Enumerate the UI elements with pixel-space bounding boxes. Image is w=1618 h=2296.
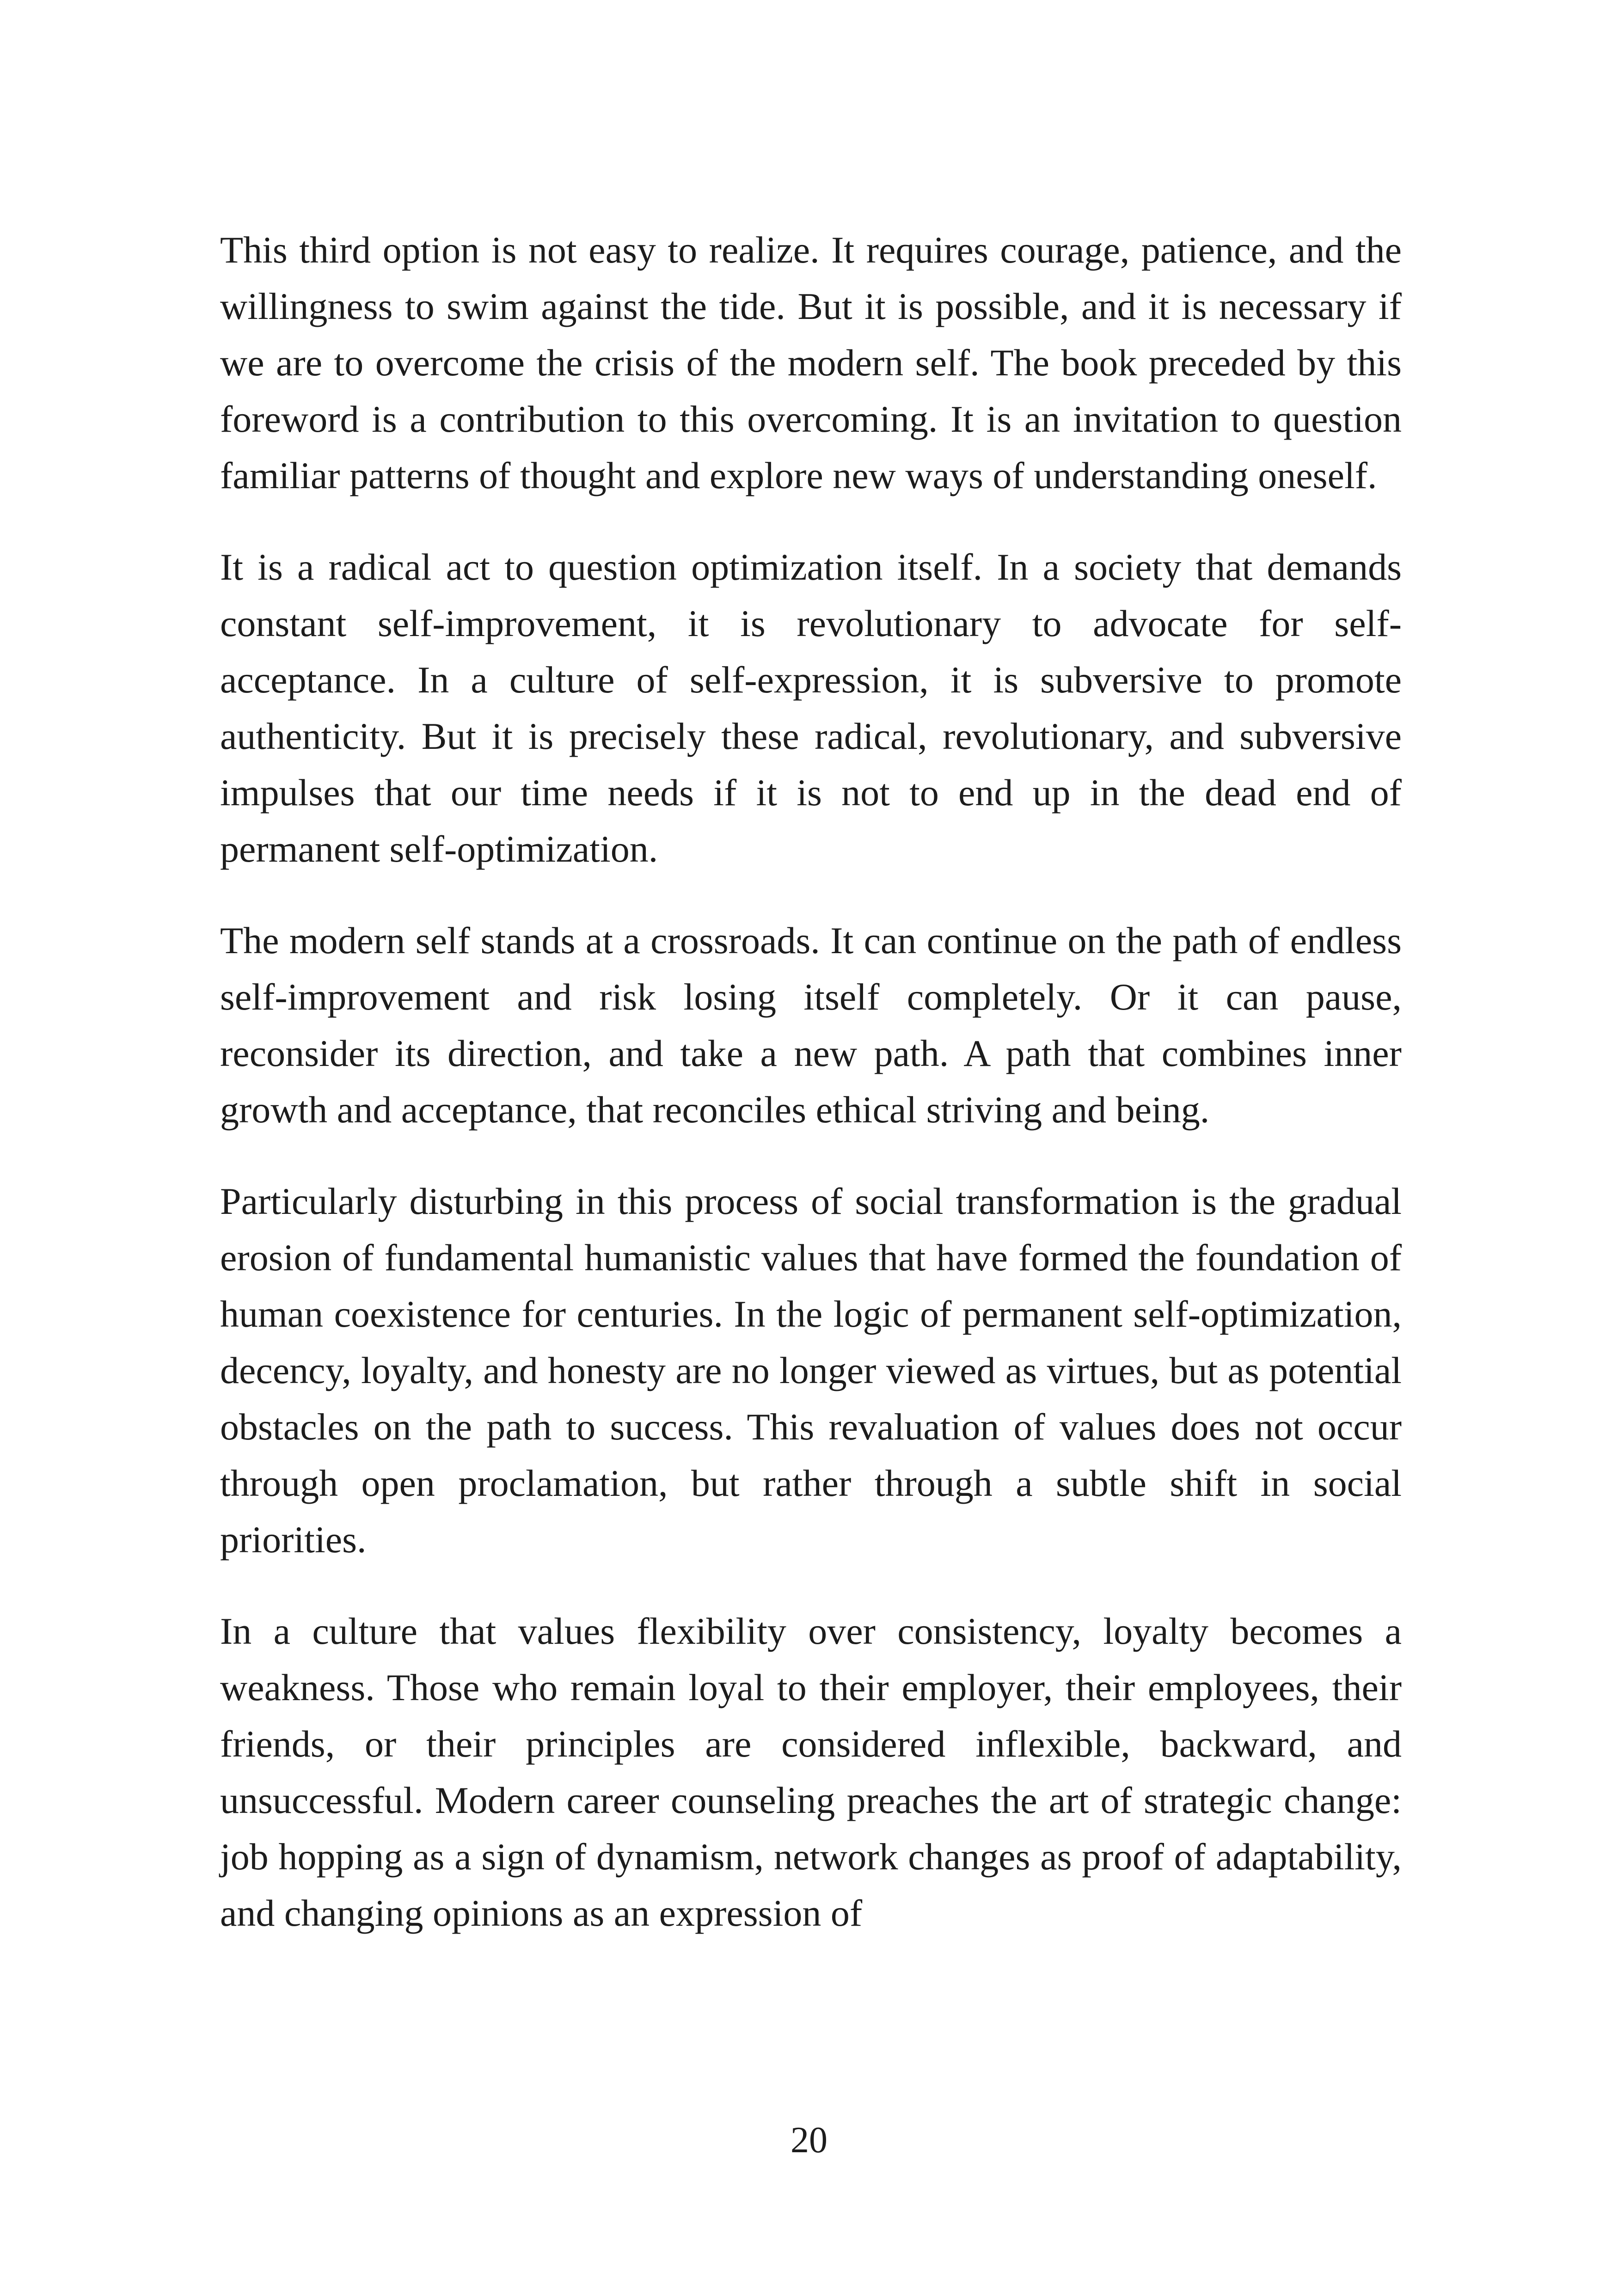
paragraph-2: It is a radical act to question optimization itself. In a society that demands constant self-improvement, it is revolutionary to advocate for self-acceptance. In a culture of self-expression, it is subversive to promote authenticity. But it is precisely these radical, revolutionary, and subversive impulses that our time needs if it is not to end up in the dead end of permanent self-optimization. [220,546,1402,870]
paragraph-1: This third option is not easy to realize. It requires courage, patience, and the willingness to swim against the tide. But it is possible, and it is necessary if we are to overcome the crisis of the modern self. The book preceded by this foreword is a contribution to this overcoming. It is an invitation to question familiar patterns of thought and explore new ways of understanding oneself. [220,229,1402,496]
page-number: 20 [791,2120,827,2161]
paragraph-3: The modern self stands at a crossroads. It can continue on the path of endless self-improvement and risk losing itself completely. Or it can pause, reconsider its direction, and take a new path. A path that combines inner growth and acceptance, that reconciles ethical striving and being. [220,919,1402,1131]
paragraph-5: In a culture that values flexibility over consistency, loyalty becomes a weakness. Those who remain loyal to their employer, their employees, their friends, or their principles are considered inflexible, backward, and unsuccessful. Modern career counseling preaches the art of strategic change: job hopping as a sign of dynamism, network changes as proof of adaptability, and changing opinions as an expression of [220,1610,1402,1934]
paragraph-4: Particularly disturbing in this process of social transformation is the gradual erosion of fundamental humanistic values that have formed the foundation of human coexistence for centuries. In the logic of permanent self-optimization, decency, loyalty, and honesty are no longer viewed as virtues, but as potential obstacles on the path to success. This revaluation of values does not occur through open proclamation, but rather through a subtle shift in social priorities. [220,1180,1402,1561]
body-text [220,222,1402,1941]
